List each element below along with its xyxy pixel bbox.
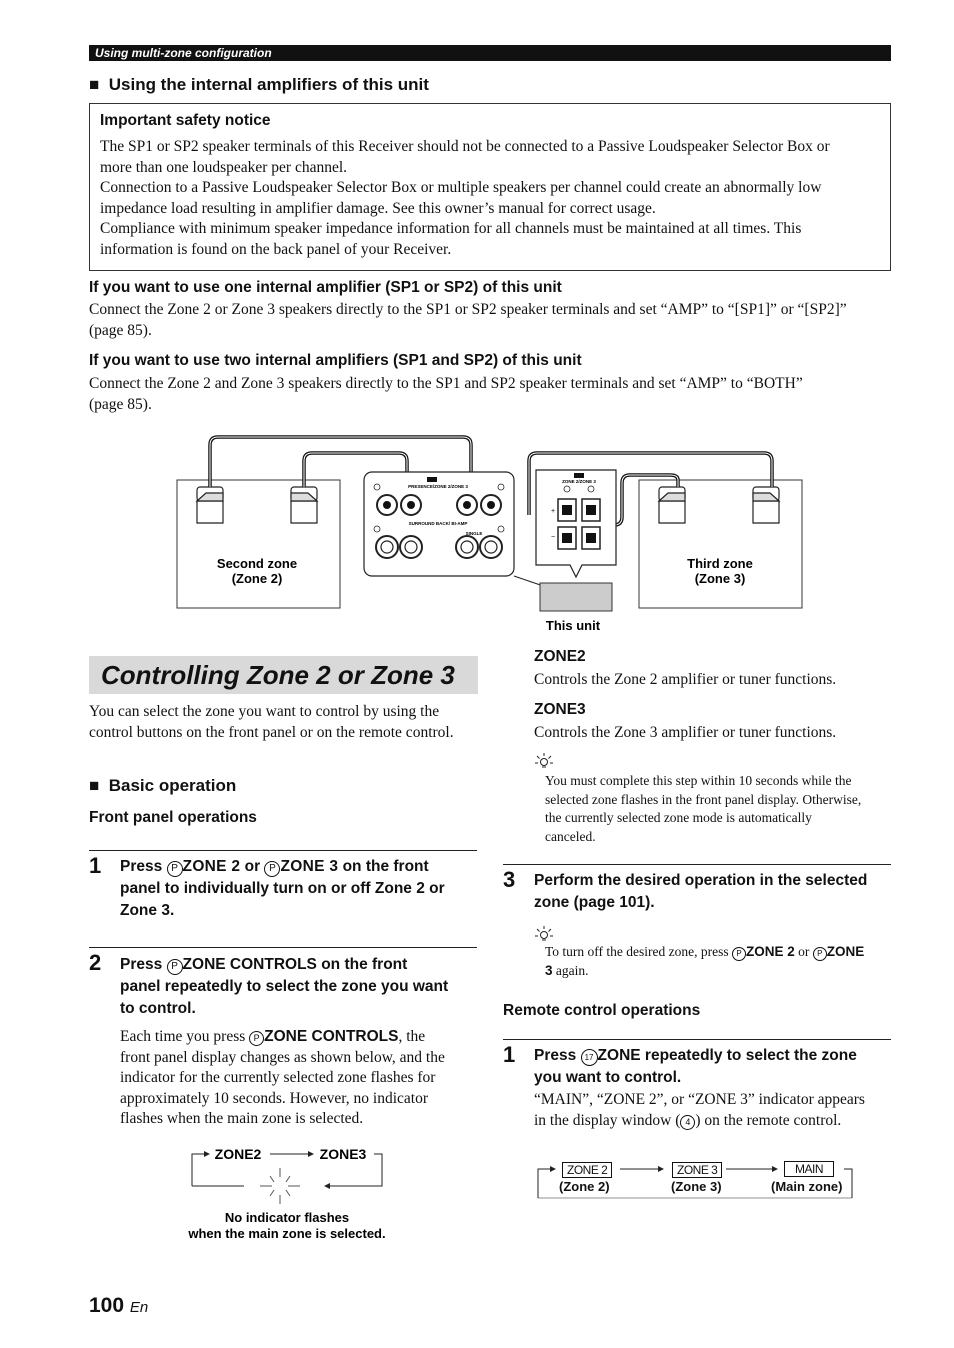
step-number: 1 [503, 1042, 516, 1067]
tip1-text [545, 772, 895, 846]
step-text: to control. [120, 1000, 196, 1017]
speaker-icon [659, 487, 685, 523]
controlling-intro [89, 702, 479, 743]
step-text: panel repeatedly to select the zone you want [120, 978, 449, 995]
p-circle-icon: P [167, 959, 183, 975]
step-number: 3 [503, 867, 516, 892]
receiver-unit-icon [540, 583, 612, 611]
zone-key-label: ZONE [597, 1047, 641, 1064]
body-text: Each time you press [120, 1028, 246, 1045]
cycle-caption: (Zone 2) [559, 1179, 610, 1194]
speaker-icon [753, 487, 779, 523]
terminal-panel-zone3 [536, 470, 616, 577]
step-text: Zone 3. [120, 902, 175, 919]
zone2-display: ZONE2 [214, 1146, 262, 1162]
wiring-diagram [170, 425, 810, 640]
tip-text: again. [555, 962, 589, 978]
second-zone-label: Second zone [216, 556, 298, 571]
p-circle-icon: P [167, 861, 183, 877]
tip2-text [545, 943, 895, 980]
remote-heading: Remote control operations [503, 1002, 701, 1019]
notice-body [100, 137, 890, 260]
body-line: approximately 10 seconds. However, no indicator [120, 1089, 429, 1107]
tip-lightbulb-icon [534, 752, 554, 770]
step-divider [503, 864, 891, 865]
zone3-description: Controls the Zone 3 amplifier or tuner functions. [534, 724, 837, 741]
one-amp-heading: If you want to use one internal amplifier (SP1 or SP2) of this unit [89, 279, 562, 296]
zone3-display: ZONE3 [319, 1146, 367, 1162]
step-text: panel to individually turn on or off Zone 2 or [120, 880, 445, 897]
basic-operation-text: Basic operation [108, 776, 237, 795]
step-text: zone (page 101). [534, 894, 655, 911]
page-number-value: 100 [89, 1294, 125, 1317]
step-divider [503, 1039, 891, 1040]
this-unit-label: This unit [545, 618, 601, 633]
cycle-caption: (Zone 3) [671, 1179, 722, 1194]
body-text: , the [398, 1028, 426, 1045]
step-text: repeatedly to select the zone [644, 1047, 857, 1064]
tip-lightbulb-icon [534, 925, 554, 943]
language-label: En [129, 1299, 149, 1316]
step-text: Press [534, 1047, 577, 1064]
step1-text [120, 856, 480, 922]
body-line: flashes when the main zone is selected. [120, 1110, 364, 1127]
notice-line: more than one loudspeaker per channel. [100, 158, 348, 176]
lcd-zone3-indicator: ZONE 3 [672, 1162, 722, 1178]
tip-line: selected zone flashes in the front panel display. Otherwise, [545, 791, 862, 807]
remote-cycle-diagram [536, 1160, 856, 1202]
zone3-key-label: ZONE 3 [280, 858, 339, 875]
notice-title: Important safety notice [100, 112, 271, 129]
p-circle-icon: P [264, 861, 280, 877]
tip-line: You must complete this step within 10 seconds while the [545, 773, 852, 788]
zone3-key-label: ZONE [826, 944, 865, 959]
body-text: in the display window ( [534, 1111, 681, 1129]
step-text: Perform the desired operation in the selected [534, 872, 868, 889]
svg-text:−: − [551, 534, 556, 541]
step-text: on the front [321, 956, 408, 973]
zone2-key-label: ZONE 2 [182, 858, 241, 875]
p-circle-icon: P [732, 947, 746, 961]
notice-line: information is found on the back panel of your Receiver. [100, 240, 452, 258]
square-bullet-icon: ■ [89, 776, 100, 795]
tip-line: canceled. [545, 828, 596, 844]
two-amp-line: (page 85). [89, 395, 152, 413]
flash-indicator-icon [260, 1168, 300, 1204]
step2-text [120, 954, 480, 1020]
tip-text: or [798, 944, 810, 959]
step-text: or [244, 858, 261, 875]
notice-line: The SP1 or SP2 speaker terminals of this Receiver should not be connected to a Passive Loudspeaker Selector Box or [100, 138, 830, 155]
zone2-heading: ZONE2 [534, 648, 586, 665]
tip-line: the currently selected zone mode is automatically [545, 810, 812, 825]
step-text: on the front [342, 858, 429, 875]
panel-label: PRESENCE/ZONE 2/ZONE 3 [408, 484, 468, 489]
one-amp-line: (page 85). [89, 321, 152, 339]
intro-line: control buttons on the front panel or on the remote control. [89, 723, 454, 741]
zone-controls-key-label: ZONE CONTROLS [264, 1028, 399, 1045]
basic-operation-heading [89, 776, 236, 796]
svg-text:+: + [551, 508, 556, 515]
step2-body [120, 1027, 480, 1130]
zone2-key-label: ZONE 2 [746, 944, 795, 959]
one-amp-body [89, 300, 894, 341]
step-text: you want to control. [534, 1069, 682, 1086]
step-text: Press [120, 956, 163, 973]
page-number [89, 1294, 148, 1318]
panel-label: ZONE 2/ZONE 3 [562, 479, 596, 484]
body-line: “MAIN”, “ZONE 2”, or “ZONE 3” indicator appears [534, 1091, 865, 1108]
zone-controls-key-label: ZONE CONTROLS [182, 956, 317, 973]
cycle-caption: No indicator flashes [224, 1210, 350, 1225]
speaker-icon [197, 487, 223, 523]
section-title-controlling: Controlling Zone 2 or Zone 3 [89, 656, 478, 694]
one-amp-line: Connect the Zone 2 or Zone 3 speakers directly to the SP1 or SP2 speaker terminals and set “AMP” to “[SP1]” or “[SP2]” [89, 301, 847, 318]
third-zone-sublabel: (Zone 3) [694, 571, 746, 586]
notice-line: Connection to a Passive Loudspeaker Selector Box or multiple speakers per channel could create an abnormally low [100, 179, 822, 196]
body-line: indicator for the currently selected zone flashes for [120, 1069, 436, 1086]
panel-label: SURROUND BACK/ BI-AMP [408, 521, 468, 526]
remote-step1-body [534, 1090, 894, 1131]
third-zone-label: Third zone [687, 556, 753, 571]
cycle-caption: (Main zone) [771, 1179, 843, 1194]
tip-text: To turn off the desired zone, press [545, 944, 729, 959]
body-text: ) on the remote control. [695, 1111, 842, 1129]
two-amp-body [89, 374, 894, 415]
zone3-heading: ZONE3 [534, 701, 586, 718]
zone2-description: Controls the Zone 2 amplifier or tuner functions. [534, 671, 837, 688]
safety-notice-box [89, 103, 891, 271]
two-amp-line: Connect the Zone 2 and Zone 3 speakers directly to the SP1 and SP2 speaker terminals and set “AMP” to “BOTH” [89, 375, 803, 392]
square-bullet-icon: ■ [89, 75, 100, 94]
cycle-caption: when the main zone is selected. [188, 1226, 386, 1241]
display-window-4-icon: 4 [680, 1115, 695, 1130]
step-divider [89, 850, 477, 851]
body-line: front panel display changes as shown below, and the [120, 1048, 445, 1066]
speaker-icon [291, 487, 317, 523]
section-heading-internal-amps [89, 75, 429, 95]
step-divider [89, 947, 477, 948]
step3-text [534, 870, 894, 914]
p-circle-icon: P [813, 947, 827, 961]
lcd-zone2-indicator: ZONE 2 [562, 1162, 612, 1178]
step-number: 1 [89, 853, 102, 878]
intro-line: You can select the zone you want to control by using the [89, 703, 440, 720]
front-panel-cycle-diagram [180, 1140, 400, 1245]
step-text: Press [120, 858, 163, 875]
notice-line: Compliance with minimum speaker impedance information for all channels must be maintained at all times. This [100, 220, 802, 237]
step-number: 2 [89, 950, 102, 975]
lcd-main-indicator: MAIN [784, 1161, 834, 1177]
two-amp-heading: If you want to use two internal amplifiers (SP1 and SP2) of this unit [89, 352, 582, 369]
p-circle-icon: P [249, 1031, 264, 1046]
notice-line: impedance load resulting in amplifier damage. See this owner’s manual for correct usage. [100, 199, 656, 217]
front-panel-heading: Front panel operations [89, 809, 257, 826]
running-header: Using multi-zone configuration [89, 45, 891, 61]
second-zone-sublabel: (Zone 2) [231, 571, 283, 586]
panel-label: SINGLE [465, 531, 483, 536]
zone3-key-label: 3 [545, 962, 553, 978]
button-17-icon: 17 [581, 1049, 598, 1066]
remote-step1-text [534, 1045, 894, 1089]
section-heading-text: Using the internal amplifiers of this unit [108, 75, 429, 94]
